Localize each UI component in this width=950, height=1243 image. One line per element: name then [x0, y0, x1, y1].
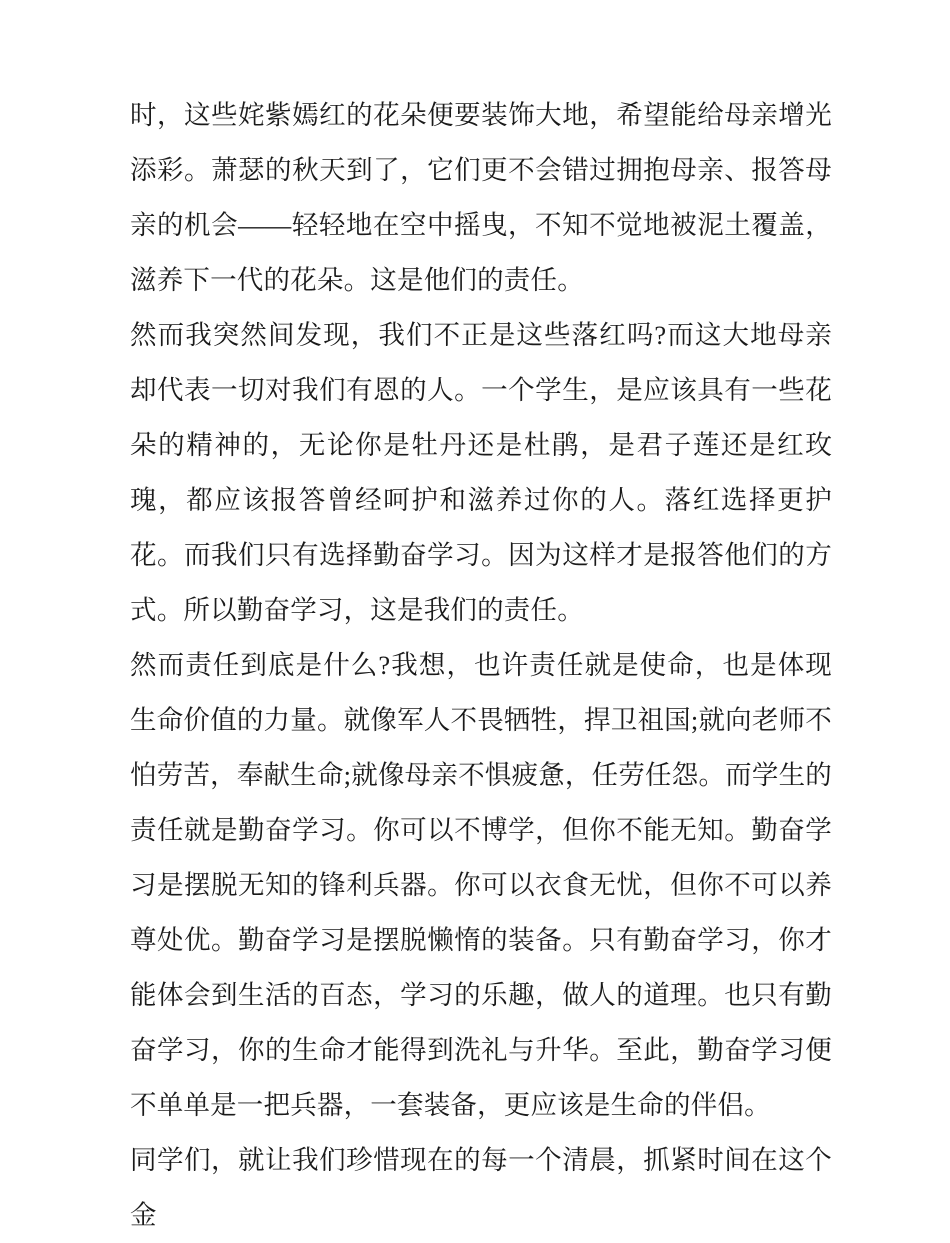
- paragraph-2: 然而我突然间发现，我们不正是这些落红吗?而这大地母亲却代表一切对我们有恩的人。一个学生，是应该具有一些花朵的精神的，无论你是牡丹还是杜鹃，是君子莲还是红玫瑰，都应该报答曾经呵护和滋养过你的人。落红选择更护花。而我们只有选择勤奋学习。因为这样才是报答他们的方式。所以勤奋学习，这是我们的责任。: [130, 320, 832, 625]
- paragraph-1: 时，这些姹紫嫣红的花朵便要装饰大地，希望能给母亲增光添彩。萧瑟的秋天到了，它们更不会错过拥抱母亲、报答母亲的机会——轻轻地在空中摇曳，不知不觉地被泥土覆盖，滋养下一代的花朵。这是他们的责任。: [130, 100, 832, 295]
- paragraph-4: 同学们，就让我们珍惜现在的每一个清晨，抓紧时间在这个金: [130, 1145, 832, 1230]
- document-body: [130, 88, 832, 1243]
- paragraph-3: 然而责任到底是什么?我想，也许责任就是使命，也是体现生命价值的力量。就像军人不畏牺牲，捍卫祖国;就向老师不怕劳苦，奉献生命;就像母亲不惧疲惫，任劳任怨。而学生的责任就是勤奋学习。你可以不博学，但你不能无知。勤奋学习是摆脱无知的锋利兵器。你可以衣食无忧，但你不可以养尊处优。勤奋学习是摆脱懒惰的装备。只有勤奋学习，你才能体会到生活的百态，学习的乐趣，做人的道理。也只有勤奋学习，你的生命才能得到洗礼与升华。至此，勤奋学习便不单单是一把兵器，一套装备，更应该是生命的伴侣。: [130, 650, 832, 1120]
